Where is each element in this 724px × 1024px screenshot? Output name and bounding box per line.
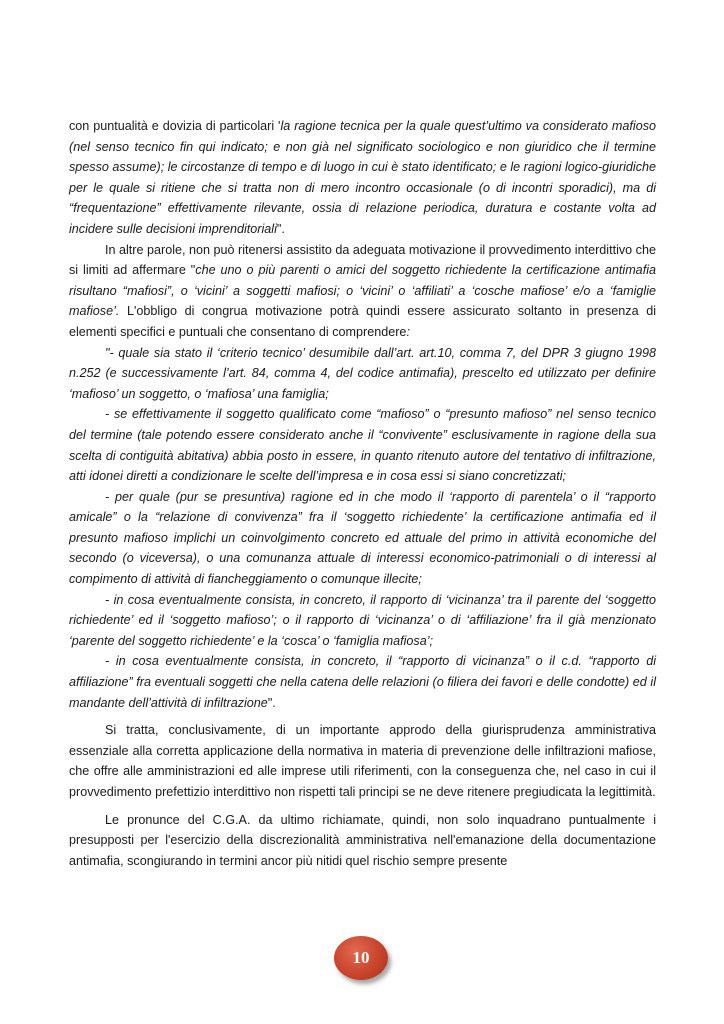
quoted-item-5-end: ". <box>267 695 276 710</box>
page-number-badge <box>334 936 388 980</box>
quoted-item-4 <box>69 590 656 652</box>
quoted-item-1 <box>69 343 656 405</box>
quoted-item-1-text: "- quale sia stato il ‘criterio tecnico’ desumibile dall’art. art.10, comma 7, del DPR 3 giugno 1998 n.252 (e successivamente l’art. 84, comma 4, del codice antimafia), prescelto ed utilizzato per definire ‘mafioso’ un soggetto, o ‘mafiosa’ una famiglia; <box>69 345 656 401</box>
quoted-item-2 <box>69 404 656 486</box>
paragraph-2-quote: che uno o più parenti o amici del soggetto richiedente la certificazione antimafia risultano “mafiosi”, o ‘vicini’ a soggetti mafiosi; o ‘vicini’ o ‘affiliati’ a ‘cosche mafiose’ e/o a ‘famiglie mafiose’. <box>69 263 656 319</box>
page-number: 10 <box>352 948 370 967</box>
paragraph-1-quote: la ragione tecnica per la quale quest’ultimo va considerato mafioso (nel senso tecnico fin qui indicato; e non già nel significato sociologico e non giuridico che il termine spesso assume); le circostanze di tempo e di luogo in cui è stato identificato; e le ragioni logico-giuridiche per le quale si ritiene che si tratta non di mero incontro occasionale (o di incontri sporadici), ma di “frequentazione” effettivamente rilevante, ossia di relazione periodica, duratura e costante volta ad incidere sulle decisioni imprenditoriali <box>69 119 656 236</box>
quoted-item-5-text: - in cosa eventualmente consista, in concreto, il “rapporto di vicinanza” o il c.d. “rapporto di affiliazione” fra eventuali soggetti che nella catena delle relazioni (o filiera dei favori e delle condotte) ed il mandante dell’attività di infiltrazione <box>69 654 656 710</box>
paragraph-1-text-b: ". <box>276 221 285 236</box>
quoted-item-4-text: - in cosa eventualmente consista, in concreto, il rapporto di ‘vicinanza’ tra il parente del ‘soggetto richiedente’ ed il ‘soggetto mafioso’; o il rapporto di ‘vicinanza’ o di ‘affiliazione’ fra il già menzionato ‘parente del soggetto richiedente’ e la ‘cosca’ o ‘famiglia mafiosa’; <box>69 592 656 648</box>
paragraph-1 <box>69 116 656 240</box>
paragraph-2-text-a: In altre parole, non può ritenersi assistito da adeguata motivazione il provvedimento interdittivo che si limiti ad affermare " <box>69 242 656 278</box>
paragraph-1-text-a: con puntualità e dovizia di particolari ' <box>69 119 281 133</box>
paragraph-2 <box>69 240 656 343</box>
quoted-item-5 <box>69 651 656 713</box>
paragraph-2-colon: : <box>406 324 410 339</box>
quoted-item-3-text: - per quale (pur se presuntiva) ragione ed in che modo il ‘rapporto di parentela’ o il “rapporto amicale” o la “relazione di convivenza” fra il ‘soggetto richiedente’ la certificazione antimafia ed il presunto mafioso implichi un coinvolgimento concreto ed attuale del primo in attività economiche del secondo (o viceversa), o una comunanza attuale di interessi economico-patrimoniali o di interessi al compimento di attività di fiancheggiamento o comunque illecite; <box>69 489 656 587</box>
paragraph-2-text-b: L'obbligo di congrua motivazione potrà quindi essere assicurato soltanto in presenza di elementi specifici e puntuali che consentano di comprendere <box>69 304 656 339</box>
paragraph-4: Le pronunce del C.G.A. da ultimo richiamate, quindi, non solo inquadrano puntualmente i presupposti per l'esercizio della discrezionalità amministrativa nell'emanazione della documentazione antimafia, scongiurando in termini ancor più nitidi quel rischio sempre presente <box>69 812 656 868</box>
quoted-item-3 <box>69 487 656 590</box>
quoted-item-2-text: - se effettivamente il soggetto qualificato come “mafioso” o “presunto mafioso” nel senso tecnico del termine (tale potendo essere considerato anche il “convivente” esclusivamente in ragione della sua scelta di contiguità abitativa) abbia posto in essere, in quanto ritenuto autore del tentativo di infiltrazione, atti idonei diretti a condizionare le scelte dell’impresa e in cosa essi si siano concretizzati; <box>69 407 656 484</box>
paragraph-3: Si tratta, conclusivamente, di un importante approdo della giurisprudenza amministrativa essenziale alla corretta applicazione della normativa in materia di prevenzione delle infiltrazioni mafiose, che offre alle amministrazioni ed alle imprese utili riferimenti, con la conseguenza che, nel caso in cui il provvedimento prefettizio interdittivo non rispetti tali principi se ne deve ritenere pregiudicata la legittimità. <box>69 723 656 799</box>
document-body <box>69 116 656 871</box>
